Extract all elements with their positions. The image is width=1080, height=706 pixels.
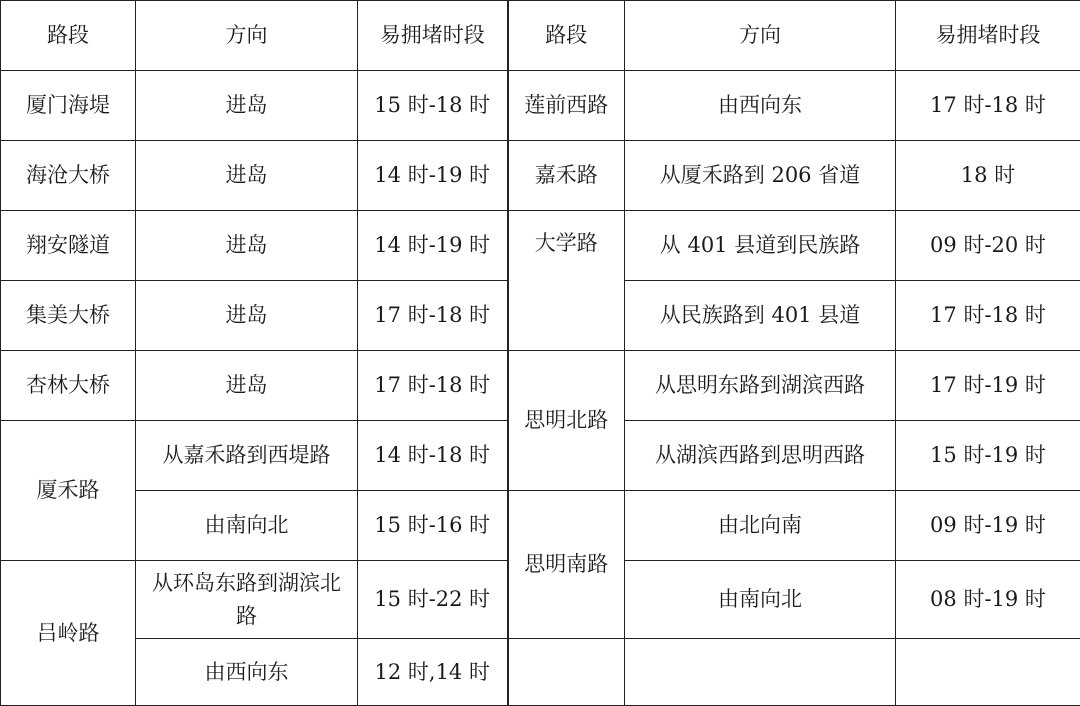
direction: 由西向东 [136,639,358,706]
congestion-time: 15 时-19 时 [896,421,1080,491]
congestion-time: 15 时-16 时 [358,491,508,561]
table-row [1,141,1080,211]
road-name: 集美大桥 [1,281,136,351]
table-row [1,211,1080,281]
road-name: 厦门海堤 [1,71,136,141]
road-name: 思明南路 [508,491,625,639]
header-right-time: 易拥堵时段 [896,1,1080,71]
congestion-time: 09 时-20 时 [896,211,1080,281]
road-name: 海沧大桥 [1,141,136,211]
road-name: 大学路 [508,211,625,351]
table-row [1,639,1080,706]
direction: 进岛 [136,211,358,281]
congestion-time: 15 时-18 时 [358,71,508,141]
header-right-road: 路段 [508,1,625,71]
road-name: 翔安隧道 [1,211,136,281]
congestion-time: 18 时 [896,141,1080,211]
congestion-time: 09 时-19 时 [896,491,1080,561]
direction: 由南向北 [625,561,896,639]
table-row [1,71,1080,141]
direction: 由北向南 [625,491,896,561]
empty-cell [625,639,896,706]
road-name: 厦禾路 [1,421,136,561]
table-row [1,491,1080,561]
road-name: 嘉禾路 [508,141,625,211]
direction: 由西向东 [625,71,896,141]
direction: 由南向北 [136,491,358,561]
header-left-time: 易拥堵时段 [358,1,508,71]
direction: 从 401 县道到民族路 [625,211,896,281]
road-name: 莲前西路 [508,71,625,141]
congestion-time: 15 时-22 时 [358,561,508,639]
congestion-time: 14 时-18 时 [358,421,508,491]
congestion-time: 17 时-18 时 [896,281,1080,351]
header-right-direction: 方向 [625,1,896,71]
table-row [1,351,1080,421]
direction: 进岛 [136,351,358,421]
empty-cell [896,639,1080,706]
congestion-time: 17 时-18 时 [358,281,508,351]
direction: 从嘉禾路到西堤路 [136,421,358,491]
congestion-time: 14 时-19 时 [358,141,508,211]
header-row [1,1,1080,71]
congestion-time: 12 时,14 时 [358,639,508,706]
direction: 从环岛东路到湖滨北路 [136,561,358,639]
direction: 进岛 [136,281,358,351]
direction: 从思明东路到湖滨西路 [625,351,896,421]
road-name: 思明北路 [508,351,625,491]
header-left-direction: 方向 [136,1,358,71]
direction: 从湖滨西路到思明西路 [625,421,896,491]
direction: 进岛 [136,141,358,211]
congestion-time: 17 时-19 时 [896,351,1080,421]
road-name: 杏林大桥 [1,351,136,421]
congestion-time: 17 时-18 时 [358,351,508,421]
header-left-road: 路段 [1,1,136,71]
road-name: 吕岭路 [1,561,136,706]
direction: 从民族路到 401 县道 [625,281,896,351]
congestion-time: 08 时-19 时 [896,561,1080,639]
empty-cell [508,639,625,706]
direction: 从厦禾路到 206 省道 [625,141,896,211]
congestion-time: 14 时-19 时 [358,211,508,281]
direction: 进岛 [136,71,358,141]
congestion-time: 17 时-18 时 [896,71,1080,141]
